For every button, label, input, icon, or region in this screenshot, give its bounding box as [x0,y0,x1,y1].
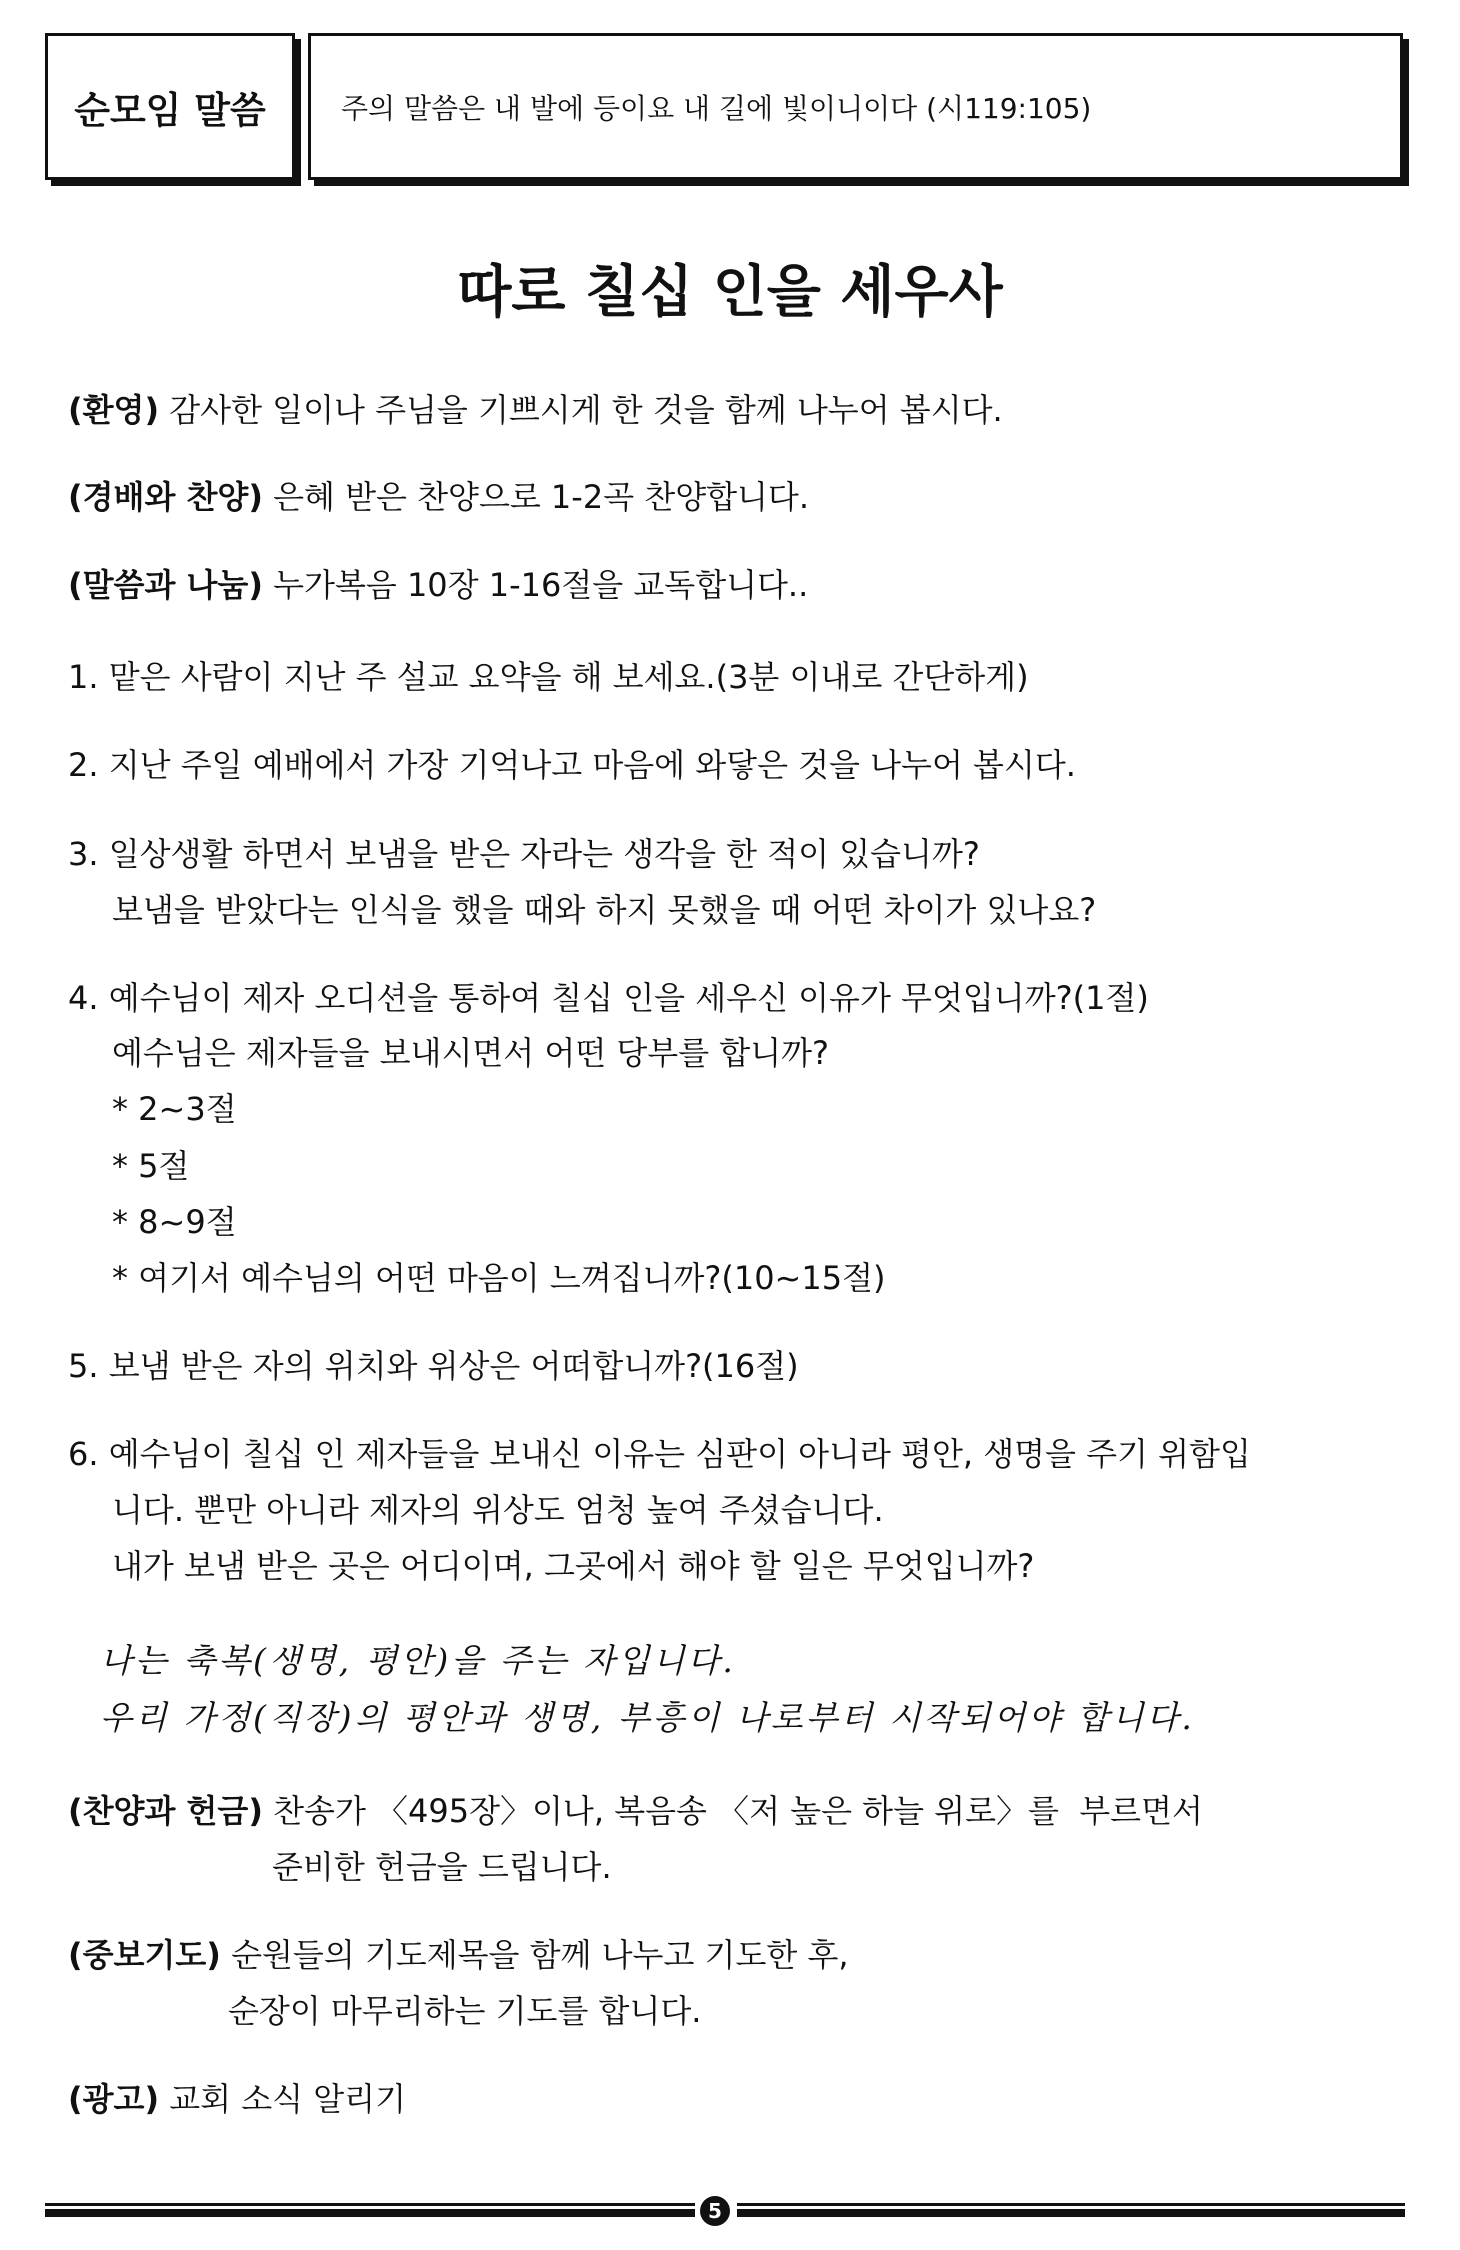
question-4-sub: 예수님은 제자들을 보내시면서 어떤 당부를 합니까? [112,1034,829,1072]
section-notice [68,2079,406,2119]
question-6-sub: 니다. 뿐만 아니라 제자의 위상도 엄청 높여 주셨습니다. [112,1491,884,1529]
header-verse: 주의 말씀은 내 발에 등이요 내 길에 빛이니이다 (시119:105) [341,91,1092,125]
section-tag: (경배와 찬양) [68,478,263,516]
section-worship [68,477,809,517]
section-text: 찬송가 〈495장〉이나, 복음송 〈저 높은 하늘 위로〉를 부르면서 [262,1792,1203,1830]
page-title: 따로 칠십 인을 세우사 [457,260,1003,325]
section-prayer-cont: 순장이 마무리하는 기도를 합니다. [228,1992,702,2030]
question-6-sub: 내가 보냄 받은 곳은 어디이며, 그곳에서 해야 할 일은 무엇입니까? [112,1547,1035,1585]
footer-rule [45,2203,695,2217]
header-verse-box [308,33,1403,180]
page-number: 5 [700,2196,730,2226]
header-label-box [45,33,295,180]
section-tag: (광고) [68,2080,160,2118]
question-6: 6. 예수님이 칠십 인 제자들을 보내신 이유는 심판이 아니라 평안, 생명을 주기 위함입 [68,1435,1251,1473]
section-tag: (환영) [68,391,160,429]
section-text: 누가복음 10장 1-16절을 교독합니다.. [262,566,809,604]
section-text: 교회 소식 알리기 [159,2080,406,2118]
section-text: 감사한 일이나 주님을 기쁘시게 한 것을 함께 나누어 봅시다. [159,391,1003,429]
question-1: 1. 맡은 사람이 지난 주 설교 요약을 해 보세요.(3분 이내로 간단하게) [68,658,1029,696]
section-text: 은혜 받은 찬양으로 1-2곡 찬양합니다. [262,478,810,516]
handwritten-line: 우리 가정(직장)의 평안과 생명, 부흥이 나로부터 시작되어야 합니다. [100,1698,1195,1737]
section-offering [68,1791,1203,1831]
section-word [68,565,808,605]
question-3-sub: 보냄을 받았다는 인식을 했을 때와 하지 못했을 때 어떤 차이가 있나요? [112,891,1097,929]
question-5: 5. 보냄 받은 자의 위치와 위상은 어떠합니까?(16절) [68,1347,799,1385]
section-tag: (찬양과 헌금) [68,1792,263,1830]
section-text: 순원들의 기도제목을 함께 나누고 기도한 후, [220,1936,849,1974]
question-3: 3. 일상생활 하면서 보냄을 받은 자라는 생각을 한 적이 있습니까? [68,835,980,873]
question-4: 4. 예수님이 제자 오디션을 통하여 칠십 인을 세우신 이유가 무엇입니까?(1절) [68,979,1149,1017]
question-4-bullet: * 여기서 예수님의 어떤 마음이 느껴집니까?(10~15절) [112,1259,886,1297]
section-offering-cont: 준비한 헌금을 드립니다. [272,1848,612,1886]
question-4-bullet: * 2~3절 [112,1090,237,1128]
header-label: 순모임 말씀 [74,88,266,132]
question-4-bullet: * 5절 [112,1147,190,1185]
footer-rule [737,2203,1405,2217]
section-welcome [68,390,1003,430]
section-tag: (중보기도) [68,1936,221,1974]
section-prayer [68,1935,849,1975]
handwritten-line: 나는 축복(생명, 평안)을 주는 자입니다. [100,1641,736,1680]
question-2: 2. 지난 주일 예배에서 가장 기억나고 마음에 와닿은 것을 나누어 봅시다. [68,746,1076,784]
question-4-bullet: * 8~9절 [112,1203,237,1241]
section-tag: (말씀과 나눔) [68,566,263,604]
